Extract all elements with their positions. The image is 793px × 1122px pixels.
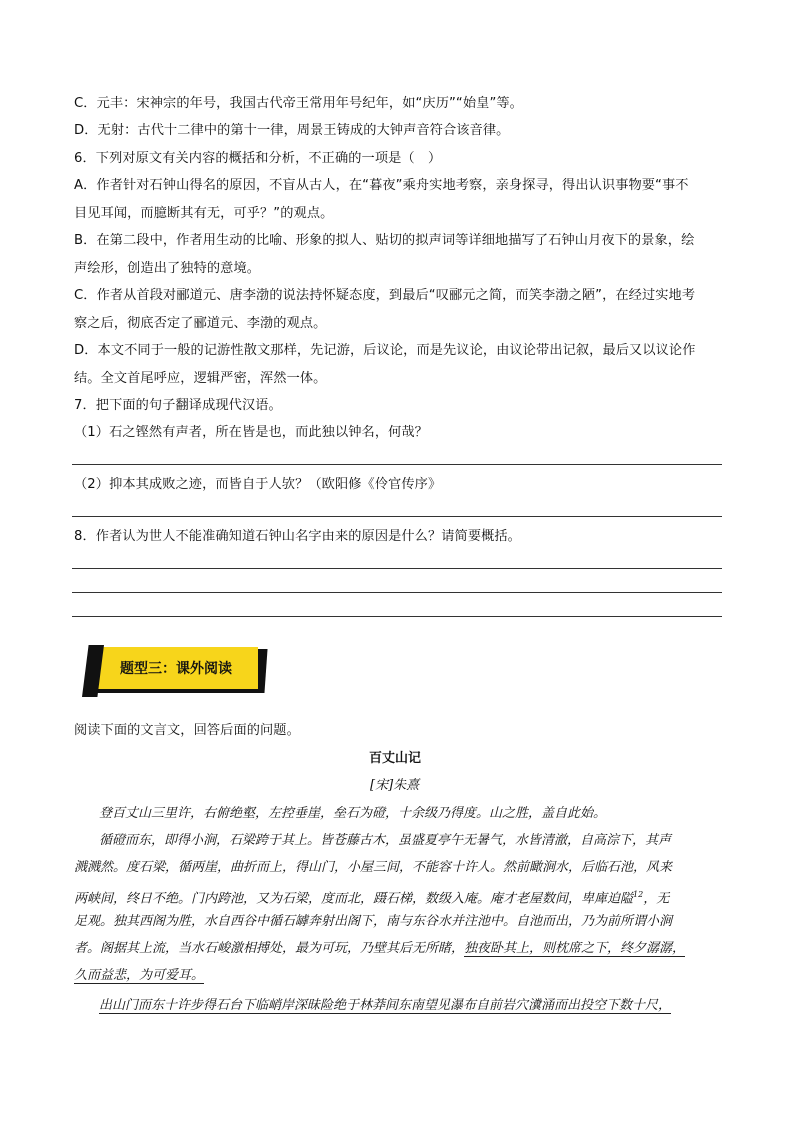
passage-paragraph-3 bbox=[99, 997, 671, 1015]
question-7-stem: 7．把下面的句子翻译成现代汉语。 bbox=[74, 398, 282, 413]
passage-p2-line-2: 溅溅然。度石梁，循两崖，曲折而上，得山门，小屋三间，不能容十许人。然前瞰涧水，后临石池，风来 bbox=[74, 860, 673, 875]
passage-paragraph-1: 登百丈山三里许，右俯绝壑，左控垂崖，垒石为磴，十余级乃得度。山之胜，盖自此始。 bbox=[99, 806, 607, 821]
option-c-line-1: C．作者从首段对郦道元、唐李渤的说法持怀疑态度，到最后“叹郦元之简，而笑李渤之陋”，在经过实地考 bbox=[74, 288, 696, 303]
passage-p2-line-6 bbox=[74, 967, 204, 985]
option-c-text: C．元丰：宋神宗的年号，我国古代帝王常用年号纪年，如“庆历”“始皇”等。 bbox=[74, 96, 523, 111]
option-c-line-2: 察之后，彻底否定了郦道元、李渤的观点。 bbox=[74, 316, 327, 331]
underlined-sentence-part-1: 独夜卧其上，则枕席之下，终夕潺潺， bbox=[464, 941, 686, 956]
option-a-line-1: A．作者针对石钟山得名的原因，不盲从古人，在“暮夜”乘舟实地考察，亲身探寻，得出认识事物要“事不 bbox=[74, 178, 689, 193]
answer-line-7-1[interactable] bbox=[72, 464, 722, 465]
underlined-unpunctuated-sentence: 出山门而东十许步得石台下临峭岸深昧险绝于林莽间东南望见瀑布自前岩穴瀵涌而出投空下数十尺， bbox=[99, 998, 672, 1013]
passage-p2-line-1: 循磴而东，即得小涧，石梁跨于其上。皆苍藤古木，虽盛夏亭午无暑气，水皆清澈，自高淙下，其声 bbox=[99, 833, 672, 848]
question-6-stem: 6．下列对原文有关内容的概括和分析，不正确的一项是（ ） bbox=[74, 151, 442, 166]
passage-p2-line-5-text: 者。阁据其上流，当水石峻激相搏处，最为可玩，乃壁其后无所睹， bbox=[74, 941, 465, 956]
option-d-line-2: 结。全文首尾呼应，逻辑严密，浑然一体。 bbox=[74, 371, 327, 386]
option-b-line-2: 声绘形，创造出了独特的意境。 bbox=[74, 261, 261, 276]
option-d-text: D．无射：古代十二律中的第十一律，周景王铸成的大钟声音符合该音律。 bbox=[74, 123, 510, 138]
reading-instruction: 阅读下面的文言文，回答后面的问题。 bbox=[74, 723, 300, 738]
option-b-line-1: B．在第二段中，作者用生动的比喻、形象的拟人、贴切的拟声词等详细地描写了石钟山月夜下的景象，绘 bbox=[74, 233, 695, 248]
passage-p2-line-5 bbox=[74, 940, 685, 958]
passage-p2-line-4: 足观。独其西阁为胜，水自西谷中循石罅奔射出阁下，南与东谷水并注池中。自池而出，乃为前所谓小涧 bbox=[74, 914, 673, 929]
option-d-line-1: D．本文不同于一般的记游性散文那样，先记游，后议论，而是先议论，由议论带出记叙，最后又以议论作 bbox=[74, 343, 696, 358]
question-7-2: （2）抑本其成败之迹，而皆自于人欤？（欧阳修《伶官传序》 bbox=[74, 477, 442, 492]
section-banner bbox=[82, 645, 274, 697]
answer-line-8-3[interactable] bbox=[72, 616, 722, 617]
answer-line-8-2[interactable] bbox=[72, 592, 722, 593]
answer-line-7-2[interactable] bbox=[72, 516, 722, 517]
footnote-marker[interactable]: 12 bbox=[633, 890, 644, 899]
passage-p2-line-3-tail: ，无 bbox=[643, 891, 670, 907]
banner-label: 题型三：课外阅读 bbox=[120, 661, 232, 677]
passage-author: [宋]朱熹 bbox=[370, 778, 420, 793]
option-a-line-2: 目见耳闻，而臆断其有无，可乎？”的观点。 bbox=[74, 206, 334, 221]
answer-line-8-1[interactable] bbox=[72, 568, 722, 569]
underlined-sentence-part-2: 久而益悲，为可爱耳。 bbox=[74, 968, 205, 983]
question-8-stem: 8．作者认为世人不能准确知道石钟山名字由来的原因是什么？请简要概括。 bbox=[74, 529, 521, 544]
passage-p2-line-3-text: 两峡间，终日不绝。门内跨池，又为石梁，度而北，蹑石梯，数级入庵。庵才老屋数间，卑庳迫隘 bbox=[74, 891, 634, 907]
passage-p2-line-3 bbox=[74, 886, 669, 908]
passage-title: 百丈山记 bbox=[369, 751, 422, 766]
question-7-1: （1）石之铿然有声者，所在皆是也，而此独以钟名，何哉？ bbox=[74, 425, 428, 440]
